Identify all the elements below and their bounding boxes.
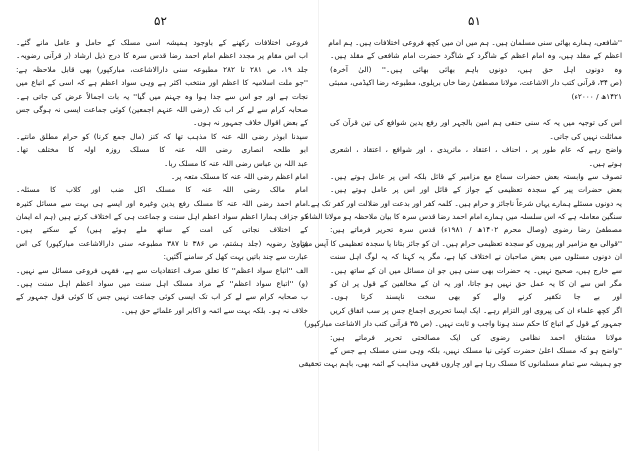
text-line: واضح رہے کہ عام طور پر ، احناف ، اعتقاد ، ماتریدی ، اور شوافع ، اعتقاد ، اشعری [330,145,622,155]
text-line: ''واضح ہو کہ مسلک اعلیٰ حضرت کوئی نیا مسلک نہیں، بلکہ وہی سنی مسلک ہے جس کے [330,345,622,355]
text-line: ابو طلحہ انصاری رضی اللہ عنہ کا مسلک روزہ اولہ کا مختلف تھا۔ [16,145,308,155]
text-line: نجات ہے اور جو اس سے جدا ہوا وہ جہنم میں گیا'' یہ بات اجمالاً عرض کی جاتی ہے۔ [16,91,308,101]
text-line: فروعی اختلافات رکھنے کے باوجود ہمیشہ اسی مسلک کے حامل و عامل مانے گئے۔ [16,38,308,47]
text-line: اگر کچھ علماء ان کی پیروی اور التزام رہے۔ ایک ایسا تحریری اجماع جس پر سب اتفاق کریں [330,305,622,315]
page-gutter [318,0,319,451]
text-line: الف ''اتباع سواد اعظم'' کا تعلق صرف اعتقادیات سے ہے، فقہی فروعی مسائل سے نہیں۔ [16,265,308,275]
text-line: عبارت سے چند باتیں بہت کھل کر سامنے آگئیں: [163,252,308,262]
text-line: جو ہمیشہ سے تمام مسلمانوں کا مسلک رہا ہے اور چاروں فقہی مذاہب کے ائمہ بھی، باہم بہت تحقیقی [298,359,622,369]
right-page [298,0,626,451]
text-line: ان دونوں مسئلوں میں بعض صاحبان نے اختلاف کیا ہے، مگر یہ کہنا کہ یہ لوگ اہل سنت [330,252,622,262]
text-line: ب صحابہ کرام سے لے کر اب تک ایسی کوئی جماعت نہیں جس کا کوئی قول جمہور کے [16,292,308,302]
text-line: کو جزاف ہمارا اعظم سواد اعظم اہل سنت و جماعت ہی کے اختلاف کرتے ہیں (ہم اے ایمان [16,212,308,222]
text-line: جلد ۱۹، ص ۲۸۱ تا ۲۸۲ مطبوعہ سنی دارالاشاعت، مبارکپور) بھی قابل ملاحظہ ہے: [16,64,308,74]
text-line: اعظم کے مقلد ہیں، وہ امام اعظم کے شاگرد کے شاگرد حضرت امام شافعی کے مقلد ہیں۔ [330,51,622,61]
text-line: امام اعظم رضی اللہ عنہ کا مسلک متعہ پر۔ [170,171,308,181]
text-line: (ص ۳۴، قرآنی کتب دار الاشاعت، مولانا مصطفیٰ رضا خاں بریلوی، مطبوعہ رضا اکیڈمی، ممبئی [328,78,622,88]
text-line: بعض حضرات پیر کے سجدہ تعظیمی کے جواز کے قائل اور اس پر عامل ہوتے ہیں۔ [330,185,622,195]
text-line: یہ دونوں مسئلے ہمارے یہاں شرعاً ناجائز و حرام ہیں۔ کلمہ کفر اور بدعت اور ضلالت اور کفر تک ہے۔ [306,198,622,208]
text-line: مولانا مشتاق احمد نظامی رضوی کی ایک مصالحتی تحریر فرماتے ہیں: [330,332,622,342]
text-line: کے اختلاف نجاتی کی امت کے ساتھ ملے ہوئے ہیں) کے سکتے ہیں۔ [16,225,308,235]
page-number: ۵۱ [468,14,481,28]
text-line: ''شافعی، ہمارے بھائی سنی مسلمان ہیں۔ ہم میں ان میں کچھ فروعی اختلافات ہیں۔ ہم امام [328,38,622,47]
text-line: عبد اللہ بن عباس رضی اللہ عنہ کا مسلک ربا۔ [164,158,308,168]
text-line: جمہور کے قول کے اتباع کا حکم سند ہونا واجب و ثابت نہیں۔ (ص ۳۵ قرآنی کتب دار الاشاعت مبارکپور) [304,319,622,329]
left-page [12,0,312,451]
text-line: ''جو ملت اسلامیہ کا اعظم اور منتخب اکثر ہے وہی سواد اعظم ہے کہ اسی کے اتباع میں [16,78,308,88]
text-line: صحابہ کرام سے لے کر اب تک (رضی اللہ عنہم اجمعین) کوئی جماعت ایسی نہ ہوگی جس [16,104,308,114]
text-line: سیدنا ابوذر رضی اللہ عنہ کا مذہب تھا کہ کنز (مال جمع کرنا) کو حرام مطلق مانتے۔ [16,131,308,141]
text-line: مصطفیٰ رضا رضوی (وصال محرم ۱۴۰۲ھ / ۱۹۸۱ء) قدس سرہ تحریر فرماتے ہیں: [330,225,622,235]
text-line: ۱۴۲۱ھ / ۲۰۰۰ء) [571,91,622,101]
text-block [298,36,622,371]
text-line: (و) ''اتباع سواد اعظم'' کے مراد مسلک اہل سنت میں سواد اعظم اہل سنت ہیں۔ [16,279,308,289]
page-number: ۵۲ [154,14,167,28]
text-line: سے خارج ہیں، صحیح نہیں۔ یہ حضرات بھی سنی ہیں جو ان مسائل میں ان کے ساتھ ہیں۔ [330,265,622,275]
text-line: مماثلت نہیں کی جاتی۔ [549,131,622,141]
text-line: فتاویٰ رضویہ (جلد ہشتم، ص ۳۸۶ تا ۳۸۷ مطبوعہ سنی دارالاشاعت مبارکپور) کی اس [16,238,308,248]
text-line: ہوتے ہیں۔ [588,158,622,168]
text-block [16,36,308,317]
text-line: خلاف نہ ہو۔ بلکہ بہت سے ائمہ و اکابر اور علمائے حق ہیں۔ [120,305,308,315]
text-line: ''قوالی مع مزامیر اور پیروں کو سجدہ تعظیمی حرام ہیں۔ ان کو جائز بتانا یا سجدہ تعظیمی کا آپس میں [300,238,622,248]
text-line: اور بے جا تکفیر کرنے والے کو بھی سخت ناپسند کرتا ہوں۔ [330,292,622,302]
text-line: امام مالک رضی اللہ عنہ کا مسلک اکل ضب اور کلاب کا مسئلہ۔ [16,185,308,195]
text-line: کے بعض اقوال خلاف جمہور نہ ہوں۔ [193,118,308,128]
text-line: مگر اس سے ان کا یہ عمل حق نہیں ہو جاتا، اور یہ ان کے مخالفین کے قول پر ان کو [330,279,622,289]
text-line: وہ دونوں اہل حق ہیں، دونوں باہم بھائی بھائی ہیں۔'' (الیٰ آخرہ) [330,64,622,74]
text-line: امام احمد رضی اللہ عنہ کا مسلک رفع یدین وغیرہ اور ایسے ہی بہت سے مسائل کثیرہ [16,198,308,208]
text-line: اس کی توجیہ میں یہ کہ سنی حنفی ہم امین بالجہر اور رفع یدین شوافع کی تین قرآن کی [330,118,622,128]
text-line: اب اس مقام پر مجدد اعظم امام احمد رضا قدس سرہ کا درج ذیل ارشاد (ر قرآنی رضویہ۔ [16,51,308,61]
text-line: تصوف سے وابستہ بعض حضرات سماع مع مزامیر کے قائل بلکہ اس پر عامل ہوتے ہیں۔ [330,171,622,181]
text-line [330,103,622,116]
text-line: سنگین معاملہ ہے کہ اس سلسلہ میں ہمارے امام احمد رضا قدس سرہ کا بیان ملاحظہ ہو مولانا الشاہ [304,212,622,222]
